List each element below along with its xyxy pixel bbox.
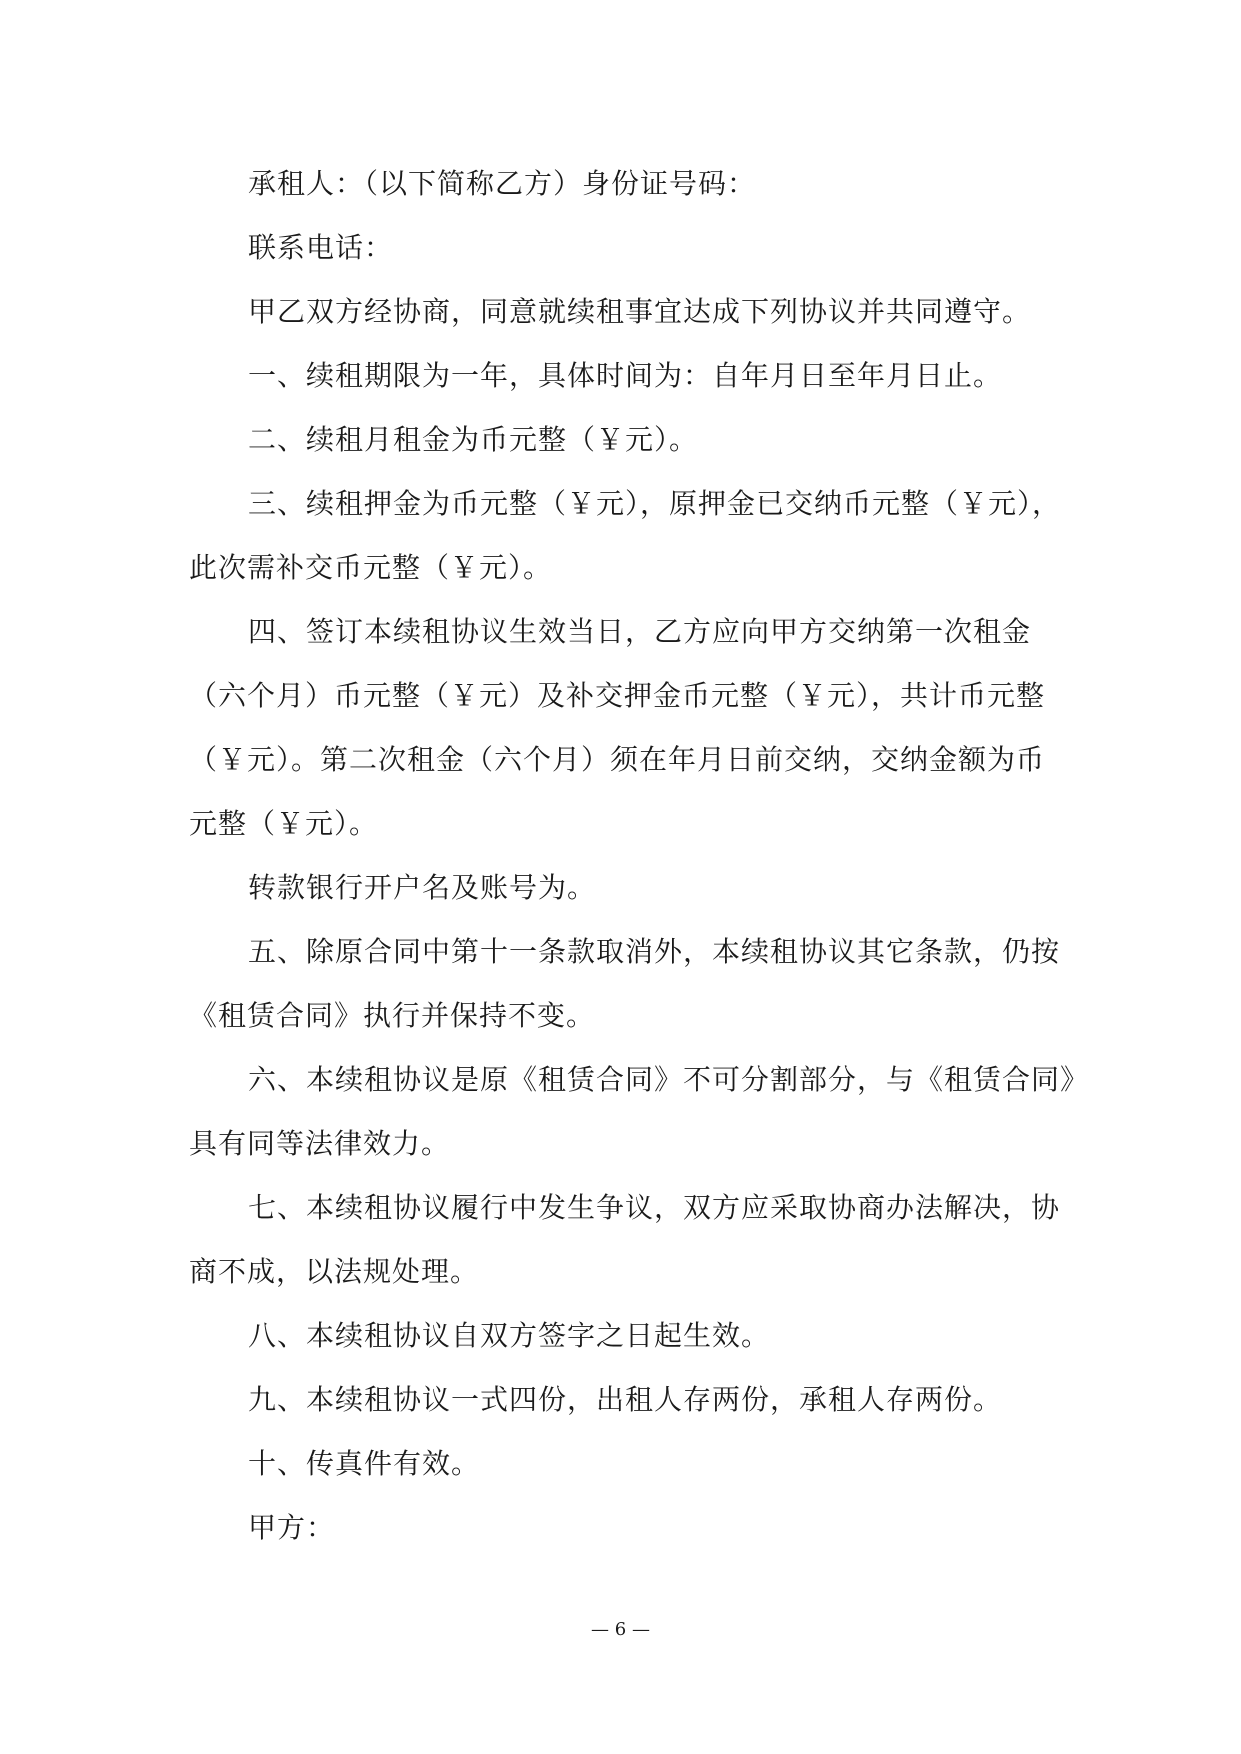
- agreement-intro: 甲乙双方经协商，同意就续租事宜达成下列协议并共同遵守。: [248, 295, 1032, 328]
- clause-4-cont-1: （六个月）币元整（￥元）及补交押金币元整（￥元），共计币元整: [189, 679, 1046, 712]
- party-a-signature-line: 甲方：: [248, 1511, 336, 1544]
- clause-3-cont: 此次需补交币元整（￥元）。: [189, 551, 553, 584]
- clause-3: 三、续租押金为币元整（￥元），原押金已交纳币元整（￥元），: [248, 487, 1062, 520]
- clause-5-cont: 《租赁合同》执行并保持不变。: [189, 999, 596, 1032]
- clause-1: 一、续租期限为一年，具体时间为：自年月日至年月日止。: [248, 359, 1003, 392]
- clause-6: 六、本续租协议是原《租赁合同》不可分割部分，与《租赁合同》: [248, 1063, 1090, 1096]
- clause-7: 七、本续租协议履行中发生争议，双方应采取协商办法解决，协: [248, 1191, 1061, 1224]
- clause-4-cont-2: （￥元）。第二次租金（六个月）须在年月日前交纳，交纳金额为币: [189, 743, 1046, 776]
- clause-10: 十、传真件有效。: [248, 1447, 481, 1480]
- page-number: — 6 —: [591, 1619, 650, 1640]
- bank-account-line: 转款银行开户名及账号为。: [248, 871, 597, 904]
- clause-5: 五、除原合同中第十一条款取消外，本续租协议其它条款，仍按: [248, 935, 1061, 968]
- contact-phone-line: 联系电话：: [248, 231, 394, 264]
- clause-4-cont-3: 元整（￥元）。: [189, 807, 379, 840]
- clause-7-cont: 商不成，以法规处理。: [189, 1255, 480, 1288]
- tenant-id-line: 承租人：（以下简称乙方）身份证号码：: [248, 167, 757, 200]
- clause-4: 四、签订本续租协议生效当日，乙方应向甲方交纳第一次租金: [248, 615, 1032, 648]
- clause-9: 九、本续租协议一式四份，出租人存两份，承租人存两份。: [248, 1383, 1003, 1416]
- clause-2: 二、续租月租金为币元整（￥元）。: [248, 423, 699, 456]
- clause-8: 八、本续租协议自双方签字之日起生效。: [248, 1319, 771, 1352]
- clause-6-cont: 具有同等法律效力。: [189, 1127, 451, 1160]
